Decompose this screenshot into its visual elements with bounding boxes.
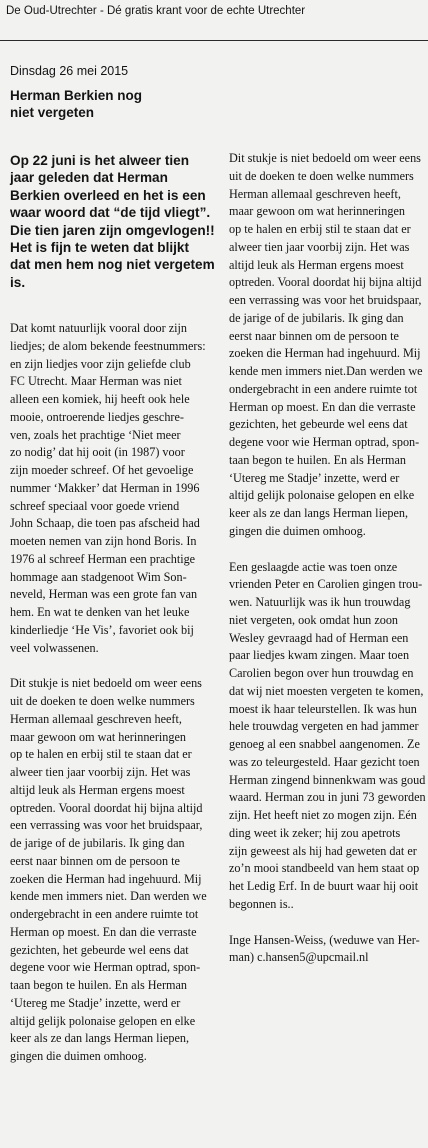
text-line: 1976 al schreef Herman een prachtige [10, 551, 196, 566]
text-line: Berkien overleed en het is een [10, 187, 206, 203]
text-line: en zijn liedjes voor zijn geliefde club [10, 356, 191, 371]
text-line: ‘Utereg me Stadje’ inzette, werd er [229, 470, 400, 485]
text-line: Herman allemaal geschreven heeft, [229, 186, 401, 201]
text-line: Het is fijn te weten dat blijkt [10, 240, 190, 256]
text-line: maar gewoon om wat herinneringen [10, 729, 186, 744]
text-line: ‘Utereg me Stadje’ inzette, werd er [10, 995, 181, 1010]
text-line: keer als ze dan langs Herman liepen, [229, 506, 409, 520]
text-line: kende men immers niet. Dan werden we [10, 889, 207, 904]
text-line: man) c.hansen5@upcmail.nl [229, 950, 369, 965]
text-line: moest ik haar teleurstellen. Ik was hun [229, 701, 417, 716]
text-line: kende men immers niet.Dan werden we [229, 364, 423, 378]
text-line: op te halen en erbij stil te staan dat er [10, 747, 192, 762]
text-line: eerst naar binnen om de persoon te [10, 853, 180, 868]
text-line: zo nodig’ dat hij ooit (in 1987) voor [10, 445, 185, 460]
article-date: Dinsdag 26 mei 2015 [10, 64, 129, 78]
text-line: gingen die duimen omhoog. [10, 1049, 147, 1063]
masthead-title: De Oud-Utrechter - Dé gratis krant voor de echte Utrechter [6, 5, 306, 17]
text-line: taan begon te huilen. En als Herman [229, 452, 406, 467]
text-line: zijn. Het heeft niet zo mogen zijn. Eén [229, 808, 417, 822]
text-line: mooie, ontroerende liedjes geschre- [10, 409, 184, 424]
text-line: gezichten, het gebeurde wel eens dat [10, 942, 189, 957]
right-paragraph-1 [229, 150, 425, 541]
text-line: ondergebracht in een andere ruimte tot [10, 907, 199, 921]
text-line: altijd gelijk polonaise gelopen en elke [10, 1013, 196, 1028]
text-line: vrienden Peter en Carolien gingen trou- [229, 577, 423, 592]
text-line: ding weet ik zeker; hij zou apetrots [229, 825, 401, 840]
text-line: veel volwassenen. [10, 640, 99, 655]
text-line: een verrassing was voor het bruidspaar, [229, 293, 422, 307]
text-line: altijd gelijk polonaise gelopen en elke [229, 488, 415, 503]
text-line: altijd leuk als Herman ergens moest [10, 782, 185, 797]
text-line: Inge Hansen-Weiss, (weduwe van Her- [229, 932, 420, 947]
text-line: hem. En wat te denken van het leuke [10, 605, 190, 619]
text-line: Wesley gevraagd had of Herman een [229, 630, 409, 645]
right-paragraph-2 [229, 559, 425, 914]
text-line: nummer ‘Makker’ dat Herman in 1996 [10, 480, 200, 495]
article-lead [10, 152, 220, 291]
text-line: jaar geleden dat Herman [10, 170, 168, 186]
text-line: moeten nemen van zijn hond Boris. In [10, 534, 197, 548]
text-line: kinderliedje ‘He Vis’, favoriet ook bij [10, 622, 194, 637]
text-line: het Ledig Erf. In de buurt waar hij ooit [229, 879, 419, 893]
text-line: de jarige of de jubilaris. Ik ging dan [229, 310, 404, 325]
text-line: FC Utrecht. Maar Herman was niet [10, 374, 182, 389]
text-line: zijn geweest als hij had geweten dat er [229, 843, 417, 858]
text-line: wen. Natuurlijk was ik hun trouwdag [229, 595, 411, 609]
text-line: was zo teleurgesteld. Haar gezicht toen [229, 754, 420, 769]
text-line: zoeken die Herman had ingehuurd. Mij [10, 871, 202, 886]
text-line: Die tien jaren zijn omgevlogen!! [10, 222, 215, 238]
text-line: optreden. Vooral doordat hij bijna altijd [229, 275, 422, 290]
text-line: is. [10, 274, 26, 290]
text-line: waar woord dat “de tijd vliegt”. [10, 205, 211, 221]
text-line: taan begon te huilen. En als Herman [10, 978, 187, 992]
left-column [10, 320, 222, 1066]
text-line: uit de doeken te doen welke nummers [10, 694, 195, 708]
text-line: alweer tien jaar voorbij zijn. Het was [10, 765, 191, 779]
text-line: Carolien begon over hun trouwdag en [229, 666, 414, 680]
text-line: dat men hem nog niet vergetem [10, 257, 215, 273]
text-line: op te halen en erbij stil te staan dat er [229, 222, 411, 236]
text-line: zijn moeder schreef. Of het gevoelige [10, 463, 194, 477]
left-paragraph-1 [10, 320, 222, 657]
text-line: keer als ze dan langs Herman liepen, [10, 1031, 190, 1046]
text-line: degene voor wie Herman optrad, spon- [229, 435, 420, 449]
text-line: hele trouwdag vergeten en had jammer [229, 719, 419, 734]
text-line: paar liedjes kwam zingen. Maar toen [229, 648, 410, 663]
text-line: gingen die duimen omhoog. [229, 523, 366, 538]
text-line: altijd leuk als Herman ergens moest [229, 257, 404, 272]
text-line: alleen een komiek, hij heeft ook hele [10, 392, 190, 406]
text-line: hommage aan stadgenoot Wim Son- [10, 569, 187, 584]
text-line: gezichten, het gebeurde wel eens dat [229, 417, 408, 432]
text-line: ven, zoals het prachtige ‘Niet meer [10, 427, 181, 442]
text-line: uit de doeken te doen welke nummers [229, 168, 414, 183]
text-line: neveld, Herman was een grote fan van [10, 587, 198, 602]
text-line: dat wij niet moesten vergeten te komen, [229, 683, 424, 698]
text-line: Herman op moest. En dan die verraste [229, 399, 416, 414]
text-line: liedjes; de alom bekende feestnummers: [10, 338, 206, 353]
headline-line: niet vergeten [10, 105, 95, 120]
left-paragraph-2 [10, 675, 222, 1066]
text-line: Herman allemaal geschreven heeft, [10, 711, 182, 726]
text-line: alweer tien jaar voorbij zijn. Het was [229, 239, 410, 254]
text-line: John Schaap, die toen pas afscheid had [10, 516, 200, 531]
text-line: een verrassing was voor het bruidspaar, [10, 818, 203, 833]
text-line: degene voor wie Herman optrad, spon- [10, 960, 201, 975]
text-line: maar gewoon om wat herinneringen [229, 204, 405, 219]
text-line: Dit stukje is niet bedoeld om weer eens [229, 151, 421, 165]
right-column [229, 150, 425, 967]
headline-line: Herman Berkien nog [10, 88, 143, 103]
text-line: de jarige of de jubilaris. Ik ging dan [10, 836, 185, 850]
text-line: ondergebracht in een andere ruimte tot [229, 381, 418, 396]
text-line: begonnen is.. [229, 896, 294, 911]
text-line: Op 22 juni is het alweer tien [10, 153, 190, 168]
text-line: Een geslaagde actie was toen onze [229, 559, 398, 574]
article-headline [10, 87, 190, 121]
text-line: zoeken die Herman had ingehuurd. Mij [229, 346, 421, 361]
text-line: Dit stukje is niet bedoeld om weer eens [10, 676, 202, 691]
text-line: zo’n mooi standbeeld van hem staat op [229, 861, 420, 876]
text-line: Herman op moest. En dan die verraste [10, 924, 197, 939]
text-line: genoeg al een snabbel aangenomen. Ze [229, 737, 420, 751]
author-signature [229, 932, 425, 968]
text-line: Herman zingend binnenkwam was goud [229, 772, 426, 787]
text-line: niet vergeten, ook omdat hun zoon [229, 612, 399, 627]
text-line: schreef speciaal voor goede vriend [10, 498, 180, 513]
text-line: waard. Herman zou in juni 73 geworden [229, 790, 426, 805]
text-line: Dat komt natuurlijk vooral door zijn [10, 321, 188, 335]
text-line: eerst naar binnen om de persoon te [229, 328, 399, 343]
text-line: optreden. Vooral doordat hij bijna altijd [10, 800, 203, 815]
masthead [0, 0, 428, 41]
